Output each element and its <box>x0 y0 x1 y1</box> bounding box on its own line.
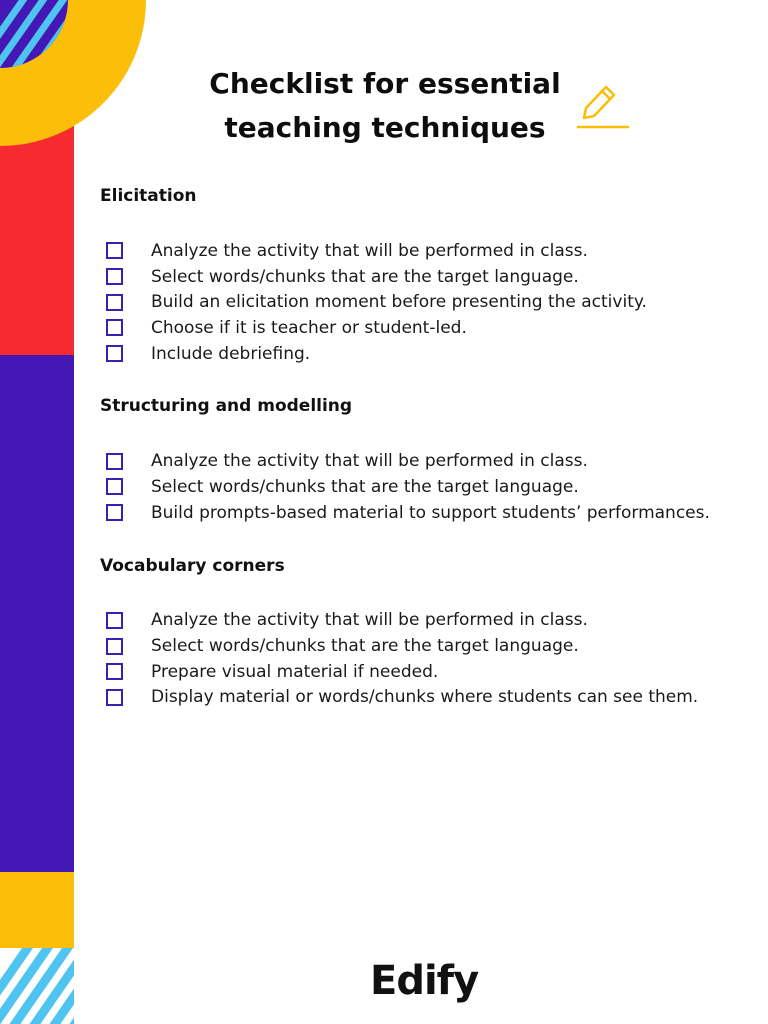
checkbox[interactable] <box>106 663 123 680</box>
purple-band <box>0 355 74 873</box>
checklist-item-label: Select words/chunks that are the target language. <box>151 636 579 657</box>
checklist-item-label: Select words/chunks that are the target language. <box>151 476 579 497</box>
checklist <box>100 184 750 738</box>
page-title-line-1: Checklist for essential <box>209 67 561 100</box>
checklist-item <box>100 264 750 290</box>
page-title-line-2: teaching techniques <box>224 111 546 144</box>
checkbox[interactable] <box>106 504 123 521</box>
checklist-item-label: Build prompts-based material to support students’ performances. <box>151 502 710 523</box>
checklist-item-label: Analyze the activity that will be performed in class. <box>151 451 588 472</box>
checklist-item <box>100 659 750 685</box>
checklist-item <box>100 633 750 659</box>
edify-logo: Edify <box>370 958 479 1004</box>
section-vocabulary-corners <box>100 554 750 711</box>
checkbox[interactable] <box>106 294 123 311</box>
checkbox[interactable] <box>106 478 123 495</box>
checkbox[interactable] <box>106 638 123 655</box>
checklist-items <box>100 448 750 525</box>
checkbox[interactable] <box>106 319 123 336</box>
checkbox[interactable] <box>106 268 123 285</box>
pencil-icon <box>576 78 632 132</box>
section-elicitation <box>100 184 750 366</box>
section-structuring-and-modelling <box>100 394 750 525</box>
checkbox[interactable] <box>106 242 123 259</box>
yellow-band <box>0 872 74 949</box>
page-title <box>160 62 610 150</box>
checkbox[interactable] <box>106 612 123 629</box>
checklist-item <box>100 341 750 367</box>
checklist-item-label: Display material or words/chunks where students can see them. <box>151 687 699 708</box>
section-heading: Structuring and modelling <box>100 396 353 417</box>
checkbox[interactable] <box>106 453 123 470</box>
checklist-item <box>100 474 750 500</box>
checklist-item-label: Include debriefing. <box>151 343 311 364</box>
checklist-item-label: Analyze the activity that will be performed in class. <box>151 240 588 261</box>
section-heading: Elicitation <box>100 186 197 206</box>
checklist-item <box>100 289 750 315</box>
checklist-item <box>100 608 750 634</box>
checklist-items <box>100 608 750 711</box>
checklist-item-label: Analyze the activity that will be performed in class. <box>151 610 588 631</box>
checkbox[interactable] <box>106 689 123 706</box>
checkbox[interactable] <box>106 345 123 362</box>
checklist-item <box>100 448 750 474</box>
section-heading: Vocabulary corners <box>100 555 285 576</box>
checklist-item <box>100 238 750 264</box>
checklist-item <box>100 500 750 526</box>
checklist-item-label: Select words/chunks that are the target language. <box>151 266 579 287</box>
checklist-item <box>100 315 750 341</box>
checklist-items <box>100 238 750 366</box>
checklist-item <box>100 685 750 711</box>
checklist-item-label: Choose if it is teacher or student-led. <box>151 317 467 338</box>
checklist-item-label: Build an elicitation moment before presenting the activity. <box>151 292 647 313</box>
checklist-item-label: Prepare visual material if needed. <box>151 661 439 682</box>
